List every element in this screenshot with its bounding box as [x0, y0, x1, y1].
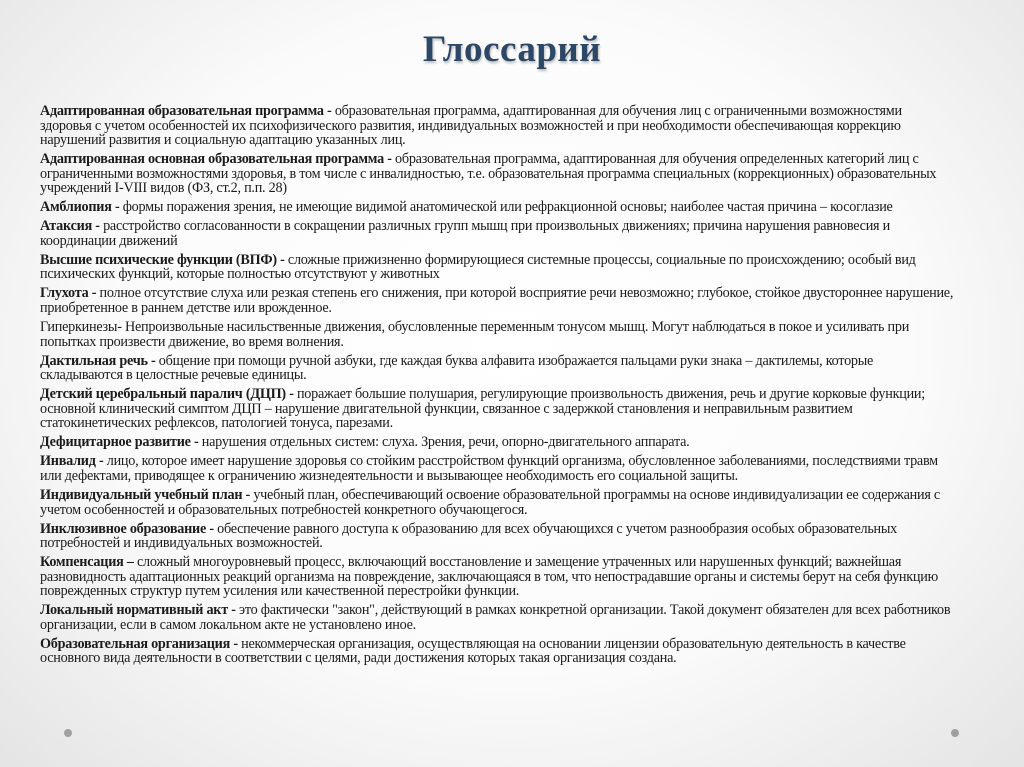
glossary-entry [40, 320, 955, 349]
glossary-definition: обеспечение равного доступа к образованию для всех обучающихся с учетом разнообразия особых образовательных потребностей и индивидуальных возможностей. [40, 520, 898, 552]
glossary-entry [40, 200, 955, 215]
glossary-term: Высшие психические функции (ВПФ) [40, 251, 277, 268]
glossary-term: Дефицитарное развитие [40, 434, 191, 451]
glossary-entry [40, 387, 955, 431]
glossary-term: Адаптированная образовательная программа [40, 103, 324, 119]
glossary-term: Дактильная речь [40, 352, 148, 369]
glossary-list [40, 104, 955, 671]
glossary-definition: Непроизвольные насильственные движения, обусловленные переменным тонусом мышц. Могут наблюдаться в покое и усиливать при попытках произвести движение, во время волнения. [40, 319, 910, 350]
glossary-entry [40, 253, 955, 282]
term-separator: - [323, 103, 335, 119]
term-separator: - [276, 251, 288, 268]
glossary-term: Компенсация [40, 554, 124, 571]
glossary-term: Амблиопия [40, 199, 112, 216]
glossary-term: Локальный нормативный акт [40, 602, 228, 619]
glossary-term: Инклюзивное образование [40, 520, 207, 537]
glossary-entry [40, 555, 955, 599]
glossary-entry [40, 637, 955, 666]
glossary-entry [40, 522, 955, 551]
glossary-term: Образовательная организация [40, 635, 231, 652]
term-separator: - [147, 352, 159, 369]
term-separator: - [111, 199, 123, 216]
glossary-term: Гиперкинезы [40, 319, 118, 336]
glossary-term: Адаптированная основная образовательная программа [40, 151, 384, 168]
term-separator: - [117, 319, 125, 336]
term-separator: - [285, 386, 297, 403]
glossary-entry [40, 603, 955, 632]
glossary-term: Атаксия [40, 218, 92, 235]
glossary-definition: общение при помощи ручной азбуки, где каждая буква алфавита изображается пальцами руки знака – дактилемы, которые складываются в целостные речевые единицы. [40, 352, 874, 384]
term-separator: - [92, 218, 104, 235]
glossary-term: Индивидуальный учебный план [40, 487, 243, 504]
glossary-entry [40, 152, 955, 196]
term-separator: - [227, 602, 240, 619]
term-separator: - [383, 151, 396, 168]
glossary-definition: формы поражения зрения, не имеющие видимой анатомической или рефракционной основы; наиболее частая причина – косоглазие [122, 199, 893, 216]
glossary-definition: образовательная программа, адаптированная для обучения определенных категорий лиц с ограниченными возможностями здоровья, в том числе с инвалидностью, т.е. образовательная программа специальных (коррекционных) образовательных учреждений I-VIII видов (ФЗ, ст.2, п.п. 28) [40, 151, 937, 197]
glossary-definition: образовательная программа, адаптированная для обучения лиц с ограниченными возможностями здоровья с учетом особенностей их психофизического развития, индивидуальных возможностей и при необходимости обеспечивающая коррекцию нарушений развития и социальную адаптацию указанных лиц. [40, 103, 902, 148]
glossary-entry [40, 286, 955, 315]
glossary-entry [40, 488, 955, 517]
term-separator: - [190, 434, 202, 451]
glossary-definition: лицо, которое имеет нарушение здоровья со стойким расстройством функций организма, обусловленное заболеваниями, последствиями травм или дефектами, приводящее к ограничению жизнедеятельности и вызывающее необходимость его социальной защиты. [40, 453, 938, 484]
glossary-definition: нарушения отдельных систем: слуха. Зрения, речи, опорно-двигательного аппарата. [201, 434, 690, 451]
glossary-definition: это фактически "закон", действующий в рамках конкретной организации. Такой документ обязателен для всех работников организации, если в самом локальном акте не установлено иное. [40, 602, 951, 633]
glossary-entry [40, 435, 955, 450]
term-separator: - [230, 635, 242, 652]
glossary-entry [40, 454, 955, 483]
glossary-definition: сложный многоуровневый процесс, включающий восстановление и замещение утраченных или нарушенных функций; важнейшая разновидность адаптационных реакций организма на повреждение, заключающаяся в том, что непострадавшие органы и системы берут на себя функцию поврежденных структур путем усиления или качественной перестройки функции. [40, 554, 938, 600]
decorative-dot-left [64, 729, 72, 737]
glossary-definition: поражает большие полушария, регулирующие произвольность движения, речь и другие корковые функции; основной клинический симптом ДЦП – нарушение двигательной функции, связанное с задержкой становления и неправильным развитием статокинетических рефлексов, патологией тонуса, парезами. [40, 386, 925, 432]
glossary-term: Детский церебральный паралич (ДЦП) [40, 386, 286, 403]
glossary-entry [40, 219, 955, 248]
glossary-term: Глухота [40, 285, 89, 302]
term-separator: - [242, 487, 254, 504]
slide-title: Глоссарий [422, 29, 602, 70]
glossary-definition: сложные прижизненно формирующиеся системные процессы, социальные по происхождению; особый вид психических функций, которые полностью отсутствуют у животных [40, 251, 916, 283]
glossary-term: Инвалид [40, 453, 96, 470]
glossary-definition: некоммерческая организация, осуществляющая на основании лицензии образовательную деятельность в качестве основного вида деятельности в соответствии с целями, ради достижения которых такая организация создана. [40, 635, 906, 667]
decorative-dot-right [951, 729, 959, 737]
glossary-entry [40, 104, 955, 148]
glossary-definition: учебный план, обеспечивающий освоение образовательной программы на основе индивидуализации ее содержания с учетом особенностей и образовательных потребностей конкретного обучающегося. [40, 487, 940, 518]
glossary-definition: полное отсутствие слуха или резкая степень его снижения, при которой восприятие речи невозможно; глубокое, стойкое двустороннее нарушение, приобретенное в раннем детстве или врожденное. [40, 285, 954, 316]
term-separator: - [88, 285, 100, 302]
term-separator: - [95, 453, 107, 470]
glossary-definition: расстройство согласованности в сокращении различных групп мышц при произвольных движениях; причина нарушения равновесия и координации движений [40, 218, 890, 249]
term-separator: - [206, 520, 218, 537]
term-separator: – [123, 554, 137, 571]
glossary-entry [40, 354, 955, 383]
